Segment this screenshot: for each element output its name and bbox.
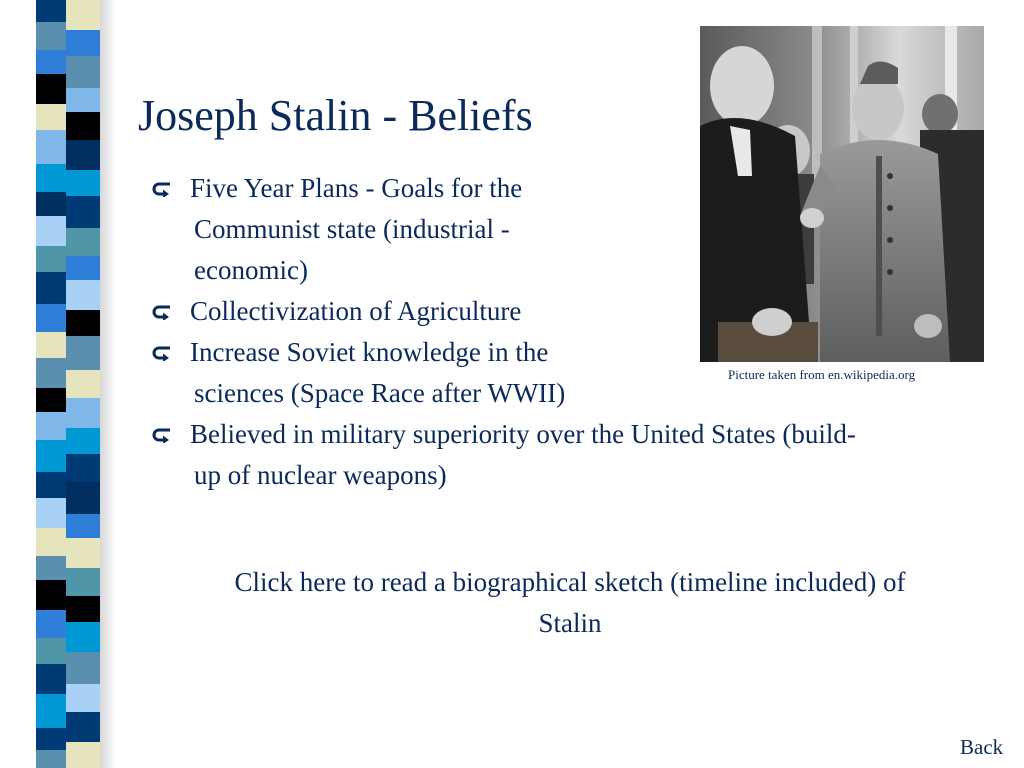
stripe-segment xyxy=(36,130,68,164)
stripe-segment xyxy=(36,580,68,610)
bullet-line: Five Year Plans - Goals for the xyxy=(190,173,523,203)
stripe-segment xyxy=(66,482,100,514)
stripe-segment xyxy=(66,140,100,170)
photo-caption: Picture taken from en.wikipedia.org xyxy=(728,367,916,382)
stripe-segment xyxy=(66,88,100,112)
stripe-segment xyxy=(36,216,68,246)
stripe-segment xyxy=(36,50,68,74)
stripe-segment xyxy=(36,694,68,728)
curved-arrow-icon xyxy=(150,304,172,320)
stripe-segment xyxy=(36,412,68,440)
stripe-segment xyxy=(66,310,100,336)
stripe-segment xyxy=(66,30,100,56)
stripe-segment xyxy=(66,538,100,568)
stripe-segment xyxy=(36,0,68,22)
biography-link[interactable] xyxy=(150,562,990,644)
stripe-segment xyxy=(66,684,100,712)
photo-image xyxy=(700,26,984,362)
curved-arrow-icon xyxy=(150,181,172,197)
stripe-segment xyxy=(36,304,68,332)
stripe-segment xyxy=(36,22,68,50)
stripe-segment xyxy=(66,596,100,622)
stripe-segment xyxy=(66,228,100,256)
curved-arrow-icon xyxy=(150,427,172,443)
stripe-segment xyxy=(66,454,100,482)
decorative-stripe xyxy=(36,0,100,768)
stripe-segment xyxy=(66,712,100,742)
stripe-segment xyxy=(66,112,100,140)
stripe-segment xyxy=(36,388,68,412)
stripe-segment xyxy=(36,498,68,528)
stripe-segment xyxy=(36,638,68,664)
stripe-segment xyxy=(36,104,68,130)
stripe-segment xyxy=(36,472,68,498)
stripe-segment xyxy=(36,358,68,388)
link-line: Click here to read a biographical sketch (timeline included) of xyxy=(234,567,906,597)
stripe-segment xyxy=(36,246,68,272)
stripe-segment xyxy=(66,336,100,370)
bullet-item xyxy=(150,414,1000,496)
stripe-segment xyxy=(66,514,100,538)
bullet-line: Communist state (industrial - xyxy=(194,214,510,244)
stripe-segment xyxy=(66,280,100,310)
stripe-segment xyxy=(66,742,100,768)
back-button[interactable]: Back xyxy=(960,735,1004,759)
stripe-segment xyxy=(36,74,68,104)
stripe-segment xyxy=(36,192,68,216)
stripe-segment xyxy=(36,664,68,694)
stripe-segment xyxy=(66,428,100,454)
stripe-segment xyxy=(66,0,100,30)
stripe-segment xyxy=(36,272,68,304)
bullet-line: economic) xyxy=(194,255,308,285)
stripe-segment xyxy=(36,556,68,580)
stripe-segment xyxy=(66,568,100,596)
stripe-segment xyxy=(36,610,68,638)
stripe-segment xyxy=(36,164,68,192)
stripe-segment xyxy=(66,170,100,196)
stripe-segment xyxy=(36,332,68,358)
stalin-photo xyxy=(700,26,984,362)
stripe-segment xyxy=(66,622,100,652)
stripe-segment xyxy=(66,56,100,88)
stripe-segment xyxy=(66,398,100,428)
stripe-segment xyxy=(66,652,100,684)
link-line: Stalin xyxy=(538,608,602,638)
stripe-segment xyxy=(36,728,68,750)
bullet-line: Collectivization of Agriculture xyxy=(190,296,522,326)
stripe-segment xyxy=(36,750,68,768)
bullet-line: up of nuclear weapons) xyxy=(194,460,447,490)
bullet-line: sciences (Space Race after WWII) xyxy=(194,378,566,408)
slide-title: Joseph Stalin - Beliefs xyxy=(138,91,533,140)
curved-arrow-icon xyxy=(150,345,172,361)
stripe-segment xyxy=(66,256,100,280)
stripe-segment xyxy=(36,528,68,556)
bullet-line: Increase Soviet knowledge in the xyxy=(190,337,549,367)
stripe-segment xyxy=(66,370,100,398)
stripe-segment xyxy=(36,440,68,472)
stripe-segment xyxy=(66,196,100,228)
bullet-line: Believed in military superiority over the United States (build- xyxy=(190,419,856,449)
